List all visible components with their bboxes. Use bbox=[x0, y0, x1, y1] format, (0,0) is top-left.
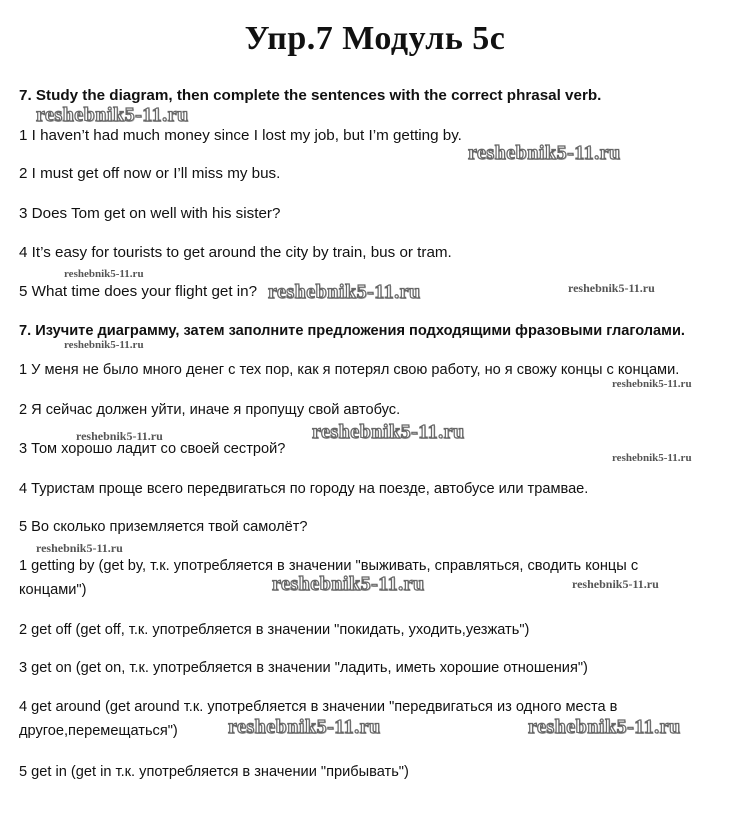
russian-sentence-1: 1 У меня не было много денег с тех пор, как я потерял свою работу, но я свожу концы с концами. bbox=[19, 362, 680, 378]
watermark: reshebnik5-11.ru bbox=[312, 421, 465, 443]
watermark: reshebnik5-11.ru bbox=[528, 716, 681, 738]
watermark: reshebnik5-11.ru bbox=[64, 339, 144, 351]
watermark: reshebnik5-11.ru bbox=[612, 378, 692, 390]
russian-sentence-5: 5 Во сколько приземляется твой самолёт? bbox=[19, 519, 308, 535]
watermark: reshebnik5-11.ru bbox=[268, 281, 421, 303]
russian-sentence-3: 3 Том хорошо ладит со своей сестрой? bbox=[19, 441, 286, 457]
russian-heading: 7. Изучите диаграмму, затем заполните предложения подходящими фразовыми глаголами. bbox=[19, 323, 685, 339]
watermark: reshebnik5-11.ru bbox=[612, 452, 692, 464]
answer-4-line-1: 4 get around (get around т.к. употребляется в значении "передвигаться из одного места в bbox=[19, 699, 618, 715]
english-sentence-1: 1 I haven’t had much money since I lost my job, but I’m getting by. bbox=[19, 127, 462, 144]
answer-4-line-2: другое,перемещаться") bbox=[19, 723, 178, 739]
watermark: reshebnik5-11.ru bbox=[36, 541, 123, 555]
watermark: reshebnik5-11.ru bbox=[64, 268, 144, 280]
english-sentence-4: 4 It’s easy for tourists to get around the city by train, bus or tram. bbox=[19, 244, 452, 261]
page-title: Упр.7 Модуль 5с bbox=[244, 20, 506, 57]
russian-sentence-4: 4 Туристам проще всего передвигаться по городу на поезде, автобусе или трамвае. bbox=[19, 481, 589, 497]
watermark: reshebnik5-11.ru bbox=[468, 142, 621, 164]
russian-sentence-2: 2 Я сейчас должен уйти, иначе я пропущу свой автобус. bbox=[19, 402, 401, 418]
watermark: reshebnik5-11.ru bbox=[76, 429, 163, 443]
answer-1-line-1: 1 getting by (get by, т.к. употребляется в значении "выживать, справляться, сводить концы с bbox=[19, 558, 639, 574]
english-sentence-2: 2 I must get off now or I’ll miss my bus. bbox=[19, 165, 281, 182]
watermark: reshebnik5-11.ru bbox=[568, 281, 655, 295]
english-heading: 7. Study the diagram, then complete the sentences with the correct phrasal verb. bbox=[19, 87, 602, 104]
answer-2: 2 get off (get off, т.к. употребляется в значении "покидать, уходить,уезжать") bbox=[19, 622, 530, 638]
watermark: reshebnik5-11.ru bbox=[36, 104, 189, 126]
answer-1-line-2: концами") bbox=[19, 582, 87, 598]
watermark: reshebnik5-11.ru bbox=[228, 716, 381, 738]
answer-3: 3 get on (get on, т.к. употребляется в значении "ладить, иметь хорошие отношения") bbox=[19, 660, 588, 676]
answer-5: 5 get in (get in т.к. употребляется в значении "прибывать") bbox=[19, 764, 409, 780]
watermark: reshebnik5-11.ru bbox=[572, 577, 659, 591]
english-sentence-5: 5 What time does your flight get in? bbox=[19, 283, 258, 300]
watermark: reshebnik5-11.ru bbox=[272, 573, 425, 595]
english-sentence-3: 3 Does Tom get on well with his sister? bbox=[19, 205, 281, 222]
